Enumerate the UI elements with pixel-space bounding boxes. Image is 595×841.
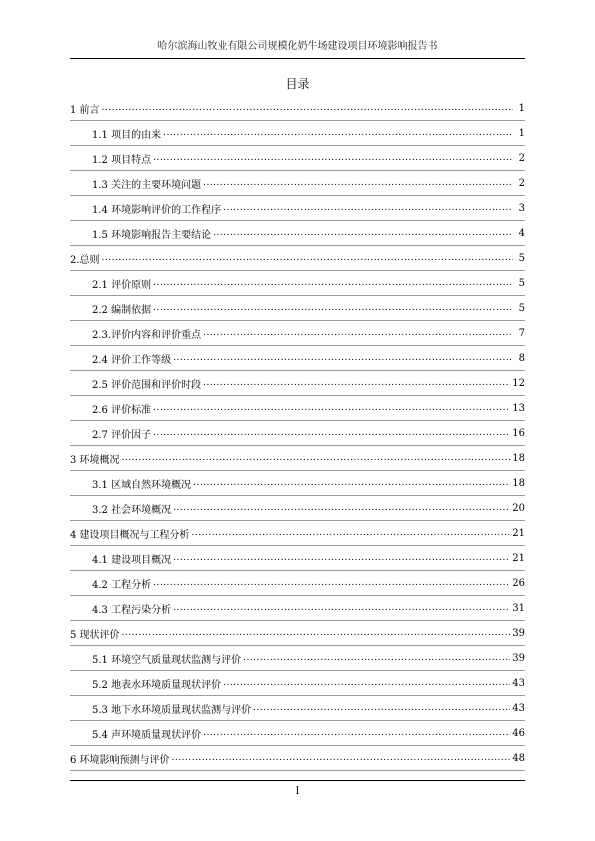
toc-entry-label: 4 建设项目概况与工程分析 [70, 529, 190, 541]
toc-entry[interactable] [70, 546, 525, 571]
toc-leader-dots [173, 503, 510, 513]
toc-entry-label: 1 前言 [70, 104, 100, 116]
toc-entry-page: 2 [518, 152, 525, 164]
toc-entry[interactable] [70, 721, 525, 746]
toc-entry-label: 4.1 建设项目概况 [92, 554, 172, 566]
table-of-contents [70, 96, 525, 771]
toc-leader-dots [122, 453, 511, 463]
toc-entry-page: 4 [518, 227, 525, 239]
toc-entry-label: 2.1 评价原则 [92, 279, 152, 291]
toc-leader-dots [243, 653, 510, 663]
toc-entry-label: 2.6 评价标准 [92, 404, 152, 416]
toc-entry-page: 48 [512, 752, 525, 764]
toc-entry-label: 1.5 环境影响报告主要结论 [92, 229, 212, 241]
toc-leader-dots [153, 403, 510, 413]
toc-entry-label: 1.1 项目的由来 [92, 129, 162, 141]
toc-leader-dots [153, 428, 510, 438]
toc-entry[interactable] [70, 646, 525, 671]
toc-leader-dots [102, 253, 513, 263]
toc-entry-label: 2.2 编制依据 [92, 304, 152, 316]
toc-title: 目录 [285, 77, 310, 91]
toc-entry[interactable] [70, 146, 525, 171]
running-header [70, 40, 525, 59]
toc-entry[interactable] [70, 746, 525, 771]
toc-entry[interactable] [70, 596, 525, 621]
toc-entry-label: 1.4 环境影响评价的工作程序 [92, 204, 222, 216]
toc-entry-page: 16 [512, 427, 525, 439]
toc-leader-dots [193, 478, 510, 488]
toc-entry-label: 3.1 区域自然环境概况 [92, 479, 192, 491]
toc-leader-dots [172, 753, 511, 763]
footer-divider [70, 780, 525, 781]
toc-leader-dots [153, 278, 513, 288]
toc-leader-dots [122, 628, 511, 638]
toc-entry[interactable] [70, 621, 525, 646]
toc-entry-label: 2.7 评价因子 [92, 429, 152, 441]
toc-entry[interactable] [70, 696, 525, 721]
toc-entry[interactable] [70, 421, 525, 446]
toc-entry[interactable] [70, 271, 525, 296]
toc-entry-label: 5 现状评价 [70, 629, 120, 641]
toc-entry-page: 5 [518, 277, 525, 289]
footer-page-number: I [295, 786, 300, 797]
toc-entry[interactable] [70, 671, 525, 696]
toc-entry-label: 4.3 工程污染分析 [92, 604, 172, 616]
toc-entry[interactable] [70, 346, 525, 371]
toc-entry-page: 26 [512, 577, 525, 589]
toc-leader-dots [253, 703, 510, 713]
header-title: 哈尔滨海山牧业有限公司规模化奶牛场建设项目环境影响报告书 [157, 41, 438, 52]
toc-entry-label: 2.总则 [70, 254, 100, 266]
toc-entry-page: 31 [512, 602, 525, 614]
toc-entry-page: 3 [518, 202, 525, 214]
toc-entry-page: 5 [518, 302, 525, 314]
toc-entry-label: 1.2 项目特点 [92, 154, 152, 166]
toc-entry-page: 13 [512, 402, 525, 414]
toc-leader-dots [192, 528, 511, 538]
toc-entry-page: 1 [518, 127, 525, 139]
toc-entry-page: 21 [512, 552, 525, 564]
toc-entry-label: 5.4 声环境质量现状评价 [92, 729, 202, 741]
toc-entry-label: 5.3 地下水环境质量现状监测与评价 [92, 704, 252, 716]
toc-leader-dots [153, 578, 510, 588]
toc-entry[interactable] [70, 571, 525, 596]
toc-entry[interactable] [70, 96, 525, 121]
toc-entry-page: 5 [518, 252, 525, 264]
toc-entry-page: 39 [512, 627, 525, 639]
toc-entry-page: 21 [512, 527, 525, 539]
toc-entry-page: 39 [512, 652, 525, 664]
toc-entry[interactable] [70, 296, 525, 321]
toc-entry[interactable] [70, 246, 525, 271]
toc-entry-page: 43 [512, 702, 525, 714]
toc-entry-page: 43 [512, 677, 525, 689]
toc-entry-page: 12 [512, 377, 525, 389]
toc-entry[interactable] [70, 221, 525, 246]
toc-leader-dots [203, 378, 510, 388]
toc-entry-label: 2.4 评价工作等级 [92, 354, 172, 366]
toc-entry-label: 2.5 评价范围和评价时段 [92, 379, 202, 391]
toc-entry[interactable] [70, 496, 525, 521]
toc-entry-page: 2 [518, 177, 525, 189]
toc-leader-dots [223, 678, 510, 688]
toc-leader-dots [153, 153, 513, 163]
toc-entry[interactable] [70, 371, 525, 396]
toc-entry[interactable] [70, 521, 525, 546]
toc-entry-page: 7 [518, 327, 525, 339]
toc-leader-dots [213, 228, 513, 238]
toc-entry-label: 3.2 社会环境概况 [92, 504, 172, 516]
toc-leader-dots [173, 553, 510, 563]
toc-entry-page: 20 [512, 502, 525, 514]
toc-entry[interactable] [70, 471, 525, 496]
toc-leader-dots [163, 128, 513, 138]
toc-entry-label: 1.3 关注的主要环境问题 [92, 179, 202, 191]
toc-entry-label: 5.2 地表水环境质量现状评价 [92, 679, 222, 691]
toc-entry-label: 4.2 工程分析 [92, 579, 152, 591]
toc-leader-dots [223, 203, 513, 213]
toc-leader-dots [203, 328, 513, 338]
toc-entry-label: 5.1 环境空气质量现状监测与评价 [92, 654, 242, 666]
toc-entry[interactable] [70, 321, 525, 346]
toc-leader-dots [173, 603, 510, 613]
toc-entry-label: 6 环境影响预测与评价 [70, 754, 170, 766]
toc-entry[interactable] [70, 121, 525, 146]
toc-entry[interactable] [70, 196, 525, 221]
toc-leader-dots [203, 728, 510, 738]
toc-entry-page: 18 [512, 452, 525, 464]
toc-entry-page: 8 [518, 352, 525, 364]
toc-entry[interactable] [70, 171, 525, 196]
toc-entry[interactable] [70, 396, 525, 421]
toc-entry-page: 46 [512, 727, 525, 739]
toc-entry-label: 2.3.评价内容和评价重点 [92, 329, 202, 341]
toc-leader-dots [102, 103, 513, 113]
toc-entry[interactable] [70, 446, 525, 471]
toc-leader-dots [203, 178, 513, 188]
toc-leader-dots [153, 303, 513, 313]
toc-leader-dots [173, 353, 513, 363]
toc-entry-label: 3 环境概况 [70, 454, 120, 466]
toc-entry-page: 1 [518, 102, 525, 114]
toc-entry-page: 18 [512, 477, 525, 489]
